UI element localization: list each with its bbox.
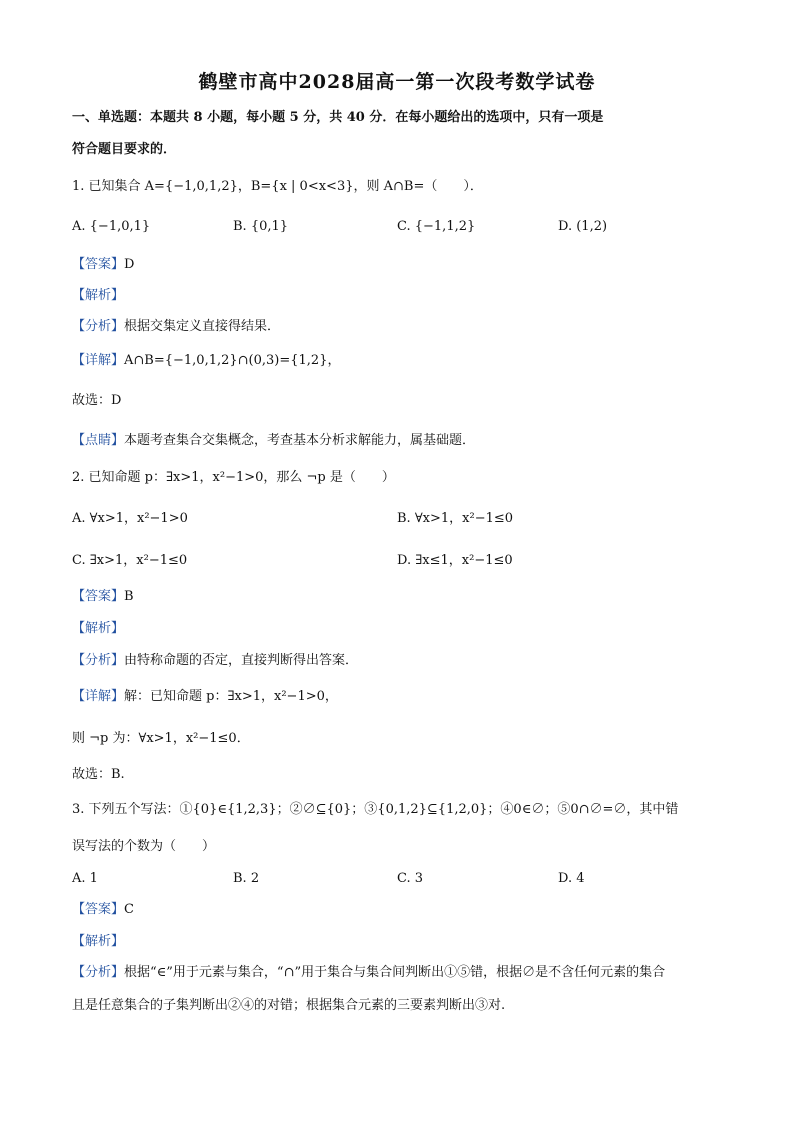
q3-answer-row bbox=[72, 901, 134, 919]
fenxi-tag: 【分析】 bbox=[72, 319, 125, 334]
q2-fenxi-row bbox=[72, 652, 358, 670]
analysis-tag: 【解析】 bbox=[72, 621, 125, 636]
detail-tag: 【详解】 bbox=[72, 689, 125, 704]
analysis-tag: 【解析】 bbox=[72, 288, 125, 303]
question-2-stem: 2. 已知命题 p：∃x>1，x²−1>0，那么 ¬p 是（ ） bbox=[72, 470, 395, 485]
q1-fenxi: 根据交集定义直接得结果． bbox=[124, 319, 281, 334]
q2-detail-2: 则 ¬p 为：∀x>1，x²−1≤0． bbox=[72, 731, 250, 746]
q1-comment-row bbox=[72, 432, 475, 450]
question-3-stem-line1: 3. 下列五个写法：①{0}∈{1,2,3}；②∅⊆{0}；③{0,1,2}⊆{1,2,0}；④0∈∅；⑤0∩∅=∅，其中错 bbox=[72, 802, 679, 817]
q1-option-a: A. {−1,0,1} bbox=[72, 219, 151, 234]
q3-answer: C bbox=[124, 902, 134, 917]
q3-option-a: A. 1 bbox=[72, 871, 98, 886]
q3-option-d: D. 4 bbox=[558, 871, 585, 886]
q1-option-b: B. {0,1} bbox=[233, 219, 289, 234]
q3-analysis-tag-row bbox=[72, 933, 124, 951]
detail-tag: 【详解】 bbox=[72, 353, 125, 368]
q2-detail: 解：已知命题 p：∃x>1，x²−1>0， bbox=[124, 689, 338, 704]
q2-option-a: A. ∀x>1，x²−1>0 bbox=[72, 511, 188, 526]
q1-answer: D bbox=[124, 257, 135, 272]
fenxi-tag: 【分析】 bbox=[72, 653, 125, 668]
question-1-stem: 1. 已知集合 A={−1,0,1,2}，B={x | 0<x<3}，则 A∩B=（ ）． bbox=[72, 179, 483, 194]
q3-fenxi-line2: 且是任意集合的子集判断出②④的对错；根据集合元素的三要素判断出③对. bbox=[72, 998, 506, 1013]
q2-fenxi: 由特称命题的否定，直接判断得出答案． bbox=[124, 653, 359, 668]
fenxi-tag: 【分析】 bbox=[72, 965, 125, 980]
answer-tag: 【答案】 bbox=[72, 257, 125, 272]
q1-choose: 故选：D bbox=[72, 393, 122, 408]
q1-analysis-tag-row bbox=[72, 287, 124, 305]
section-heading-line1: 一、单选题：本题共 8 小题，每小题 5 分，共 40 分．在每小题给出的选项中，只有一项是 bbox=[72, 110, 604, 125]
q3-option-c: C. 3 bbox=[397, 871, 424, 886]
q1-detail: A∩B={−1,0,1,2}∩(0,3)={1,2}， bbox=[124, 353, 341, 368]
q2-answer: B bbox=[124, 589, 134, 604]
page-title: 鹤壁市高中2028届高一第一次段考数学试卷 bbox=[198, 71, 596, 93]
q2-option-b: B. ∀x>1，x²−1≤0 bbox=[397, 511, 514, 526]
q1-option-c: C. {−1,1,2} bbox=[397, 219, 476, 234]
question-3-stem-line2: 误写法的个数为（ ） bbox=[72, 839, 216, 854]
analysis-tag: 【解析】 bbox=[72, 934, 125, 949]
section-heading-line2: 符合题目要求的． bbox=[72, 142, 177, 157]
q2-detail-row bbox=[72, 688, 338, 706]
q3-fenxi-line1: 根据“∈”用于元素与集合，“∩”用于集合与集合间判断出①⑤错，根据∅是不含任何元素的集合 bbox=[124, 965, 666, 980]
comment-tag: 【点睛】 bbox=[72, 433, 125, 448]
q3-option-b: B. 2 bbox=[233, 871, 260, 886]
q2-analysis-tag-row bbox=[72, 620, 124, 638]
q3-fenxi-row bbox=[72, 964, 665, 982]
q2-option-c: C. ∃x>1，x²−1≤0 bbox=[72, 553, 188, 568]
q2-choose: 故选：B. bbox=[72, 767, 125, 782]
q2-option-d: D. ∃x≤1，x²−1≤0 bbox=[397, 553, 513, 568]
q1-answer-row bbox=[72, 256, 134, 274]
q1-detail-row bbox=[72, 352, 340, 370]
answer-tag: 【答案】 bbox=[72, 589, 125, 604]
q1-option-d: D. (1,2) bbox=[558, 219, 608, 234]
q1-comment: 本题考查集合交集概念，考查基本分析求解能力，属基础题． bbox=[124, 433, 476, 448]
q2-answer-row bbox=[72, 588, 134, 606]
q1-fenxi-row bbox=[72, 318, 280, 336]
answer-tag: 【答案】 bbox=[72, 902, 125, 917]
